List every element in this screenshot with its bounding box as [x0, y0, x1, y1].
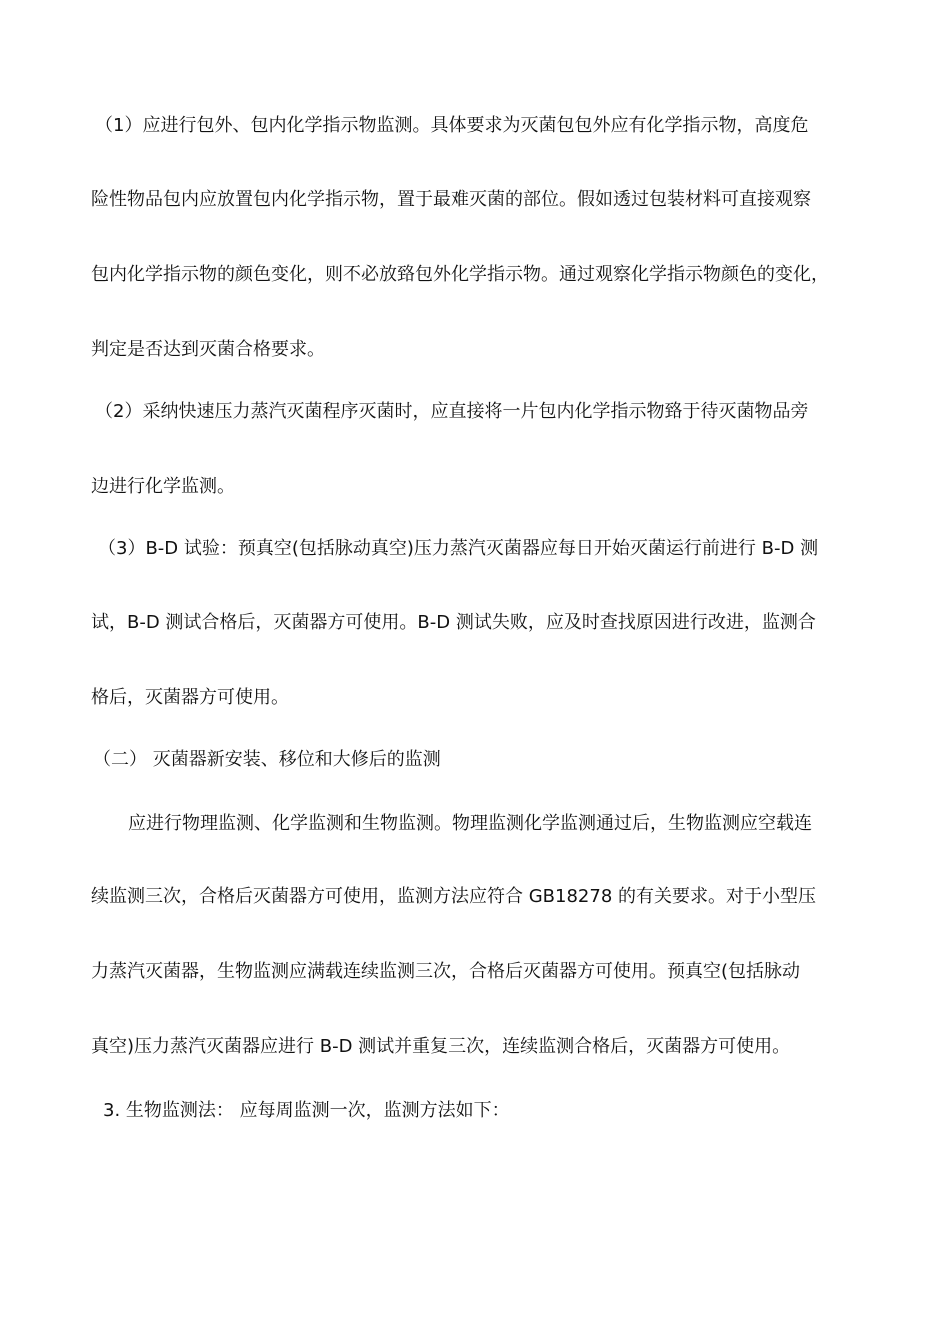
text-line-5: （2）采纳快速压力蒸汽灭菌程序灭菌时，应直接将一片包内化学指示物臵于待灭菌物品旁: [95, 401, 809, 422]
text-line-11: 应进行物理监测、化学监测和生物监测。物理监测化学监测通过后，生物监测应空载连: [128, 813, 812, 834]
text-line-13: 力蒸汽灭菌器，生物监测应满载连续监测三次，合格后灭菌器方可使用。预真空(包括脉动: [91, 961, 801, 982]
text-line-1: （1）应进行包外、包内化学指示物监测。具体要求为灭菌包包外应有化学指示物，高度危: [95, 115, 809, 136]
text-line-14: 真空)压力蒸汽灭菌器应进行 B-D 测试并重复三次，连续监测合格后，灭菌器方可使用。: [91, 1036, 791, 1057]
text-line-3: 包内化学指示物的颜色变化，则不必放臵包外化学指示物。通过观察化学指示物颜色的变化，: [91, 264, 829, 285]
text-line-2: 险性物品包内应放置包内化学指示物，置于最难灭菌的部位。假如透过包装材料可直接观察: [91, 189, 811, 210]
text-line-8: 试，B-D 测试合格后，灭菌器方可使用。B-D 测试失败，应及时查找原因进行改进，监测合: [91, 612, 816, 633]
text-line-12: 续监测三次，合格后灭菌器方可使用，监测方法应符合 GB18278 的有关要求。对于小型压: [91, 886, 816, 907]
text-line-15: 3. 生物监测法： 应每周监测一次，监测方法如下：: [103, 1100, 510, 1121]
text-line-9: 格后，灭菌器方可使用。: [91, 687, 289, 708]
section-heading: （二） 灭菌器新安装、移位和大修后的监测: [93, 749, 441, 770]
text-line-7: （3）B-D 试验：预真空(包括脉动真空)压力蒸汽灭菌器应每日开始灭菌运行前进行 B-D 测: [98, 538, 819, 559]
text-line-6: 边进行化学监测。: [91, 476, 235, 497]
text-line-4: 判定是否达到灭菌合格要求。: [91, 339, 325, 360]
